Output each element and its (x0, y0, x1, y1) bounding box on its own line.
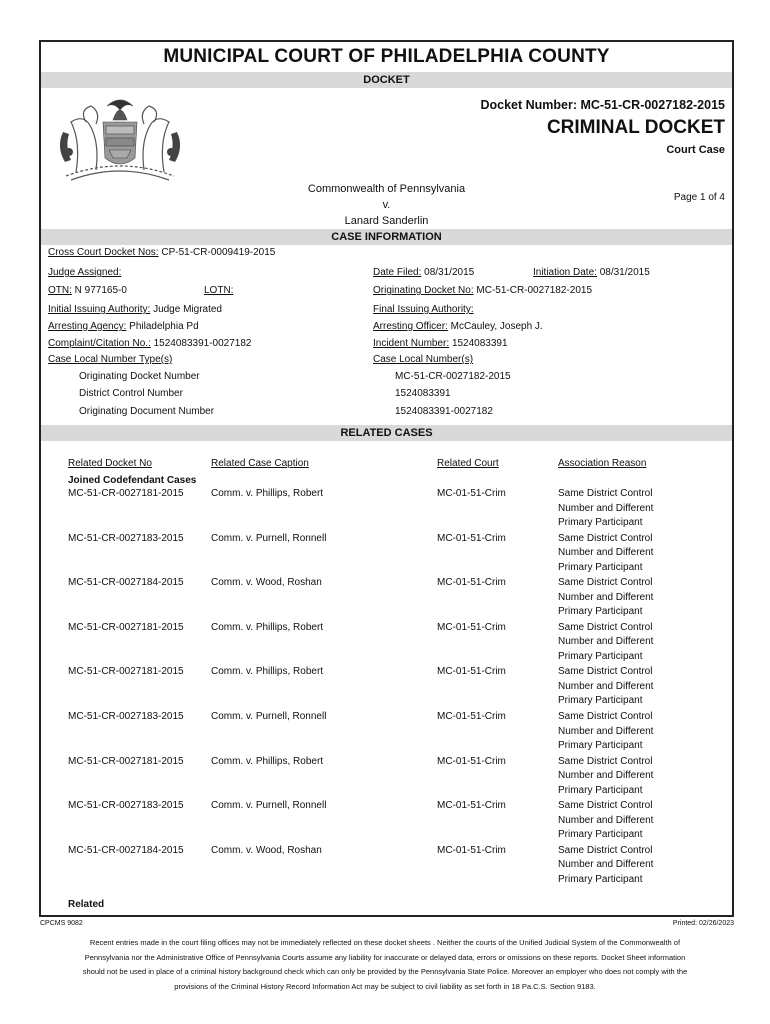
form-id: CPCMS 9082 (40, 920, 83, 927)
court-title: MUNICIPAL COURT OF PHILADELPHIA COUNTY (163, 46, 610, 67)
arresting-officer-row (373, 321, 543, 332)
initiation-date-label: Initiation Date: (533, 267, 597, 278)
joined-codefendant-label: Joined Codefendant Cases (68, 475, 197, 486)
docket-number: Docket Number: MC-51-CR-0027182-2015 (480, 98, 725, 112)
related-court: MC-01-51-Crim (437, 621, 506, 633)
initiation-date-value: 08/31/2015 (599, 267, 650, 278)
association-reason-line: Primary Participant (558, 873, 643, 885)
association-reason-line: Number and Different (558, 502, 654, 514)
related-case-caption: Comm. v. Phillips, Robert (211, 755, 324, 767)
related-docket-no: MC-51-CR-0027184-2015 (68, 844, 184, 856)
header-related-docket: Related Docket No (68, 458, 152, 469)
incident-value: 1524083391 (451, 338, 508, 349)
association-reason-line: Primary Participant (558, 517, 643, 528)
incident-label: Incident Number: (373, 338, 450, 349)
cross-court-label: Cross Court Docket Nos: (48, 247, 159, 258)
association-reason-line: Number and Different (558, 547, 654, 559)
header-association-reason: Association Reason (558, 458, 647, 469)
final-authority-label: Final Issuing Authority: (373, 304, 474, 315)
association-reason-line: Primary Participant (558, 740, 643, 751)
related-docket-no: MC-51-CR-0027181-2015 (68, 755, 184, 767)
association-reason-line: Same District Control (558, 621, 653, 633)
related-court: MC-01-51-Crim (437, 755, 506, 767)
association-reason-line: Number and Different (558, 636, 654, 648)
related-case-caption: Comm. v. Phillips, Robert (211, 666, 324, 678)
case-information-bar: CASE INFORMATION (41, 229, 732, 245)
header-related-court: Related Court (437, 458, 499, 469)
association-reason-line: Same District Control (558, 755, 653, 767)
association-reason-line: Same District Control (558, 844, 653, 856)
local-type-item: Originating Docket Number (79, 371, 200, 382)
complaint-value: 1524083391-0027182 (153, 338, 252, 349)
association-reason-line: Primary Participant (558, 561, 643, 573)
related-court: MC-01-51-Crim (437, 577, 506, 589)
caption-plaintiff: Commonwealth of Pennsylvania (307, 183, 466, 195)
originating-docket-value: MC-51-CR-0027182-2015 (476, 285, 593, 296)
association-reason-line: Same District Control (558, 532, 653, 544)
related-case-caption: Comm. v. Wood, Roshan (211, 577, 322, 589)
association-reason-line: Same District Control (558, 800, 653, 812)
lotn-label: LOTN: (204, 285, 234, 296)
association-reason-line: Primary Participant (558, 606, 643, 618)
local-number-item: 1524083391-0027182 (395, 406, 493, 417)
association-reason-line: Same District Control (558, 666, 653, 678)
related-cases-bar: RELATED CASES (41, 425, 732, 441)
local-type-item: District Control Number (79, 388, 183, 399)
docket-frame (39, 40, 734, 917)
related-docket-no: MC-51-CR-0027184-2015 (68, 577, 184, 589)
related-trailing-label: Related (68, 899, 105, 910)
judge-assigned-label: Judge Assigned: (48, 267, 122, 278)
originating-docket-row (373, 285, 592, 296)
incident-row (373, 338, 508, 349)
initial-authority-label: Initial Issuing Authority: (48, 304, 151, 315)
pennsylvania-seal-icon (51, 92, 189, 184)
related-docket-no: MC-51-CR-0027181-2015 (68, 488, 184, 499)
date-filed-value: 08/31/2015 (424, 267, 475, 278)
related-court: MC-01-51-Crim (437, 800, 506, 812)
header-related-caption: Related Case Caption (211, 458, 309, 469)
complaint-row (48, 338, 252, 349)
association-reason-line: Same District Control (558, 711, 653, 722)
related-court: MC-01-51-Crim (437, 666, 506, 678)
related-case-caption: Comm. v. Wood, Roshan (211, 844, 322, 856)
related-court: MC-01-51-Crim (437, 532, 506, 544)
criminal-docket-heading: CRIMINAL DOCKET (546, 117, 725, 138)
cross-court-row (48, 247, 275, 258)
caption-defendant: Lanard Sanderlin (344, 215, 429, 227)
related-court: MC-01-51-Crim (437, 711, 506, 722)
association-reason-line: Number and Different (558, 725, 654, 737)
caption-versus: v. (382, 199, 391, 211)
association-reason-line: Primary Participant (558, 829, 643, 841)
related-case-caption: Comm. v. Phillips, Robert (211, 621, 324, 633)
disclaimer-text: Recent entries made in the court filing offices may not be immediately reflected on these docket sheets . Neither the courts of the Unified Judicial System of the Commonwealth of Pennsylvania nor the Administrative Office of Pennsylvania Courts assume any liability for inaccurate or delayed data, errors or omissions on these reports. Docket Sheet information should not be used in place of a criminal history background check which can only be provided by the Pennsylvania State Police. Moreover an employer who does not comply with the provisions of the Criminal History Record Information Act may be subject to civil liability as set forth in 18 Pa.C.S. Section 9183. (82, 938, 688, 991)
page-indicator: Page 1 of 4 (673, 192, 725, 203)
association-reason-line: Primary Participant (558, 695, 643, 707)
arresting-agency-row (48, 321, 199, 332)
related-case-caption: Comm. v. Purnell, Ronnell (211, 532, 327, 544)
association-reason-line: Primary Participant (558, 784, 643, 796)
local-type-item: Originating Document Number (79, 406, 215, 417)
association-reason-line: Number and Different (558, 770, 654, 782)
arresting-agency-label: Arresting Agency: (48, 321, 127, 332)
related-docket-no: MC-51-CR-0027181-2015 (68, 666, 184, 678)
date-filed-row (373, 267, 474, 278)
local-number-item: MC-51-CR-0027182-2015 (395, 371, 511, 382)
related-court: MC-01-51-Crim (437, 488, 506, 499)
related-docket-no: MC-51-CR-0027181-2015 (68, 621, 184, 633)
arresting-officer-label: Arresting Officer: (373, 321, 448, 332)
arresting-agency-value: Philadelphia Pd (129, 321, 199, 332)
related-court: MC-01-51-Crim (437, 844, 506, 856)
arresting-officer-value: McCauley, Joseph J. (450, 321, 543, 332)
otn-label: OTN: (48, 285, 72, 296)
related-docket-no: MC-51-CR-0027183-2015 (68, 711, 184, 722)
docket-bar: DOCKET (41, 72, 732, 88)
cross-court-value: CP-51-CR-0009419-2015 (161, 247, 276, 258)
local-types-label: Case Local Number Type(s) (48, 354, 173, 365)
association-reason-line: Number and Different (558, 814, 654, 826)
related-docket-no: MC-51-CR-0027183-2015 (68, 532, 184, 544)
related-case-caption: Comm. v. Purnell, Ronnell (211, 711, 327, 722)
complaint-label: Complaint/Citation No.: (48, 338, 151, 349)
initial-authority-row (48, 304, 222, 315)
association-reason-line: Primary Participant (558, 650, 643, 662)
related-case-caption: Comm. v. Phillips, Robert (211, 488, 324, 499)
date-filed-label: Date Filed: (373, 267, 422, 278)
originating-docket-label: Originating Docket No: (373, 285, 474, 296)
initiation-date-row (533, 267, 650, 278)
local-number-item: 1524083391 (395, 388, 451, 399)
related-case-caption: Comm. v. Purnell, Ronnell (211, 800, 327, 812)
initial-authority-value: Judge Migrated (153, 304, 222, 315)
printed-date: Printed: 02/26/2023 (672, 920, 734, 927)
related-docket-no: MC-51-CR-0027183-2015 (68, 800, 184, 812)
association-reason-line: Number and Different (558, 680, 654, 692)
association-reason-line: Same District Control (558, 488, 653, 499)
court-case-label: Court Case (666, 144, 725, 156)
association-reason-line: Number and Different (558, 859, 654, 871)
association-reason-line: Number and Different (558, 591, 654, 603)
otn-row (48, 285, 127, 296)
local-numbers-label: Case Local Number(s) (373, 354, 474, 365)
otn-value: N 977165-0 (74, 285, 127, 296)
association-reason-line: Same District Control (558, 577, 653, 589)
